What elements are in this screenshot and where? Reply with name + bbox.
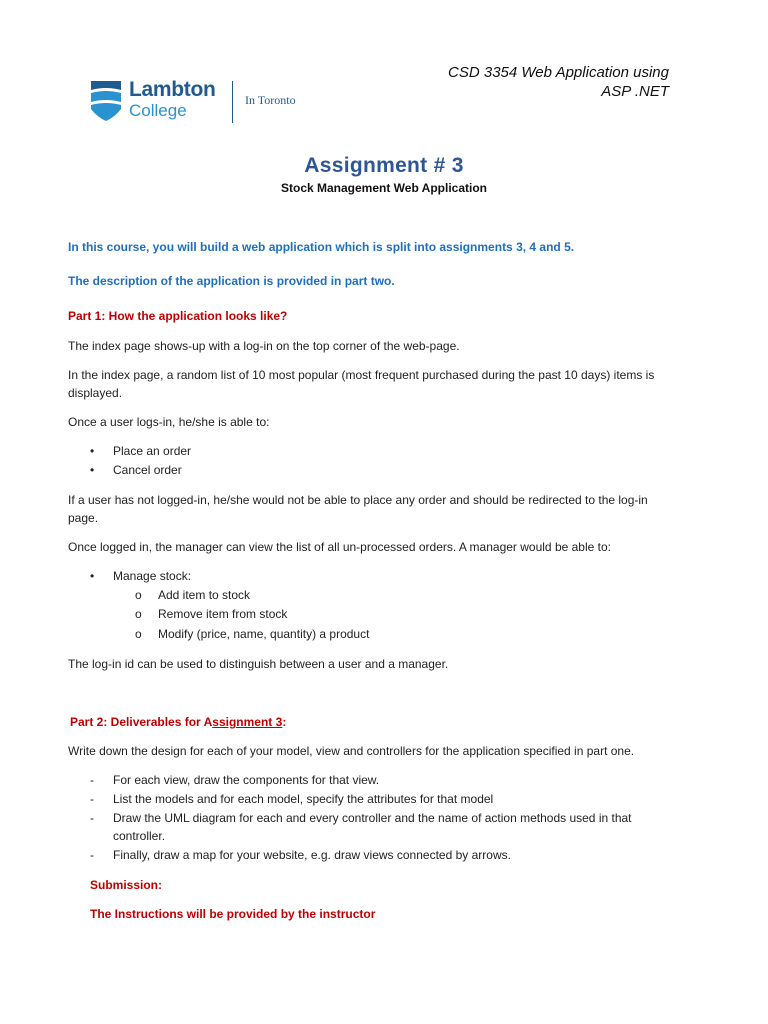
dash-icon: - <box>90 848 94 862</box>
list-item-text: Place an order <box>113 444 192 458</box>
list-item-text: Manage stock: <box>113 569 192 583</box>
part1-paragraph-5: Once logged in, the manager can view the list of all un-processed orders. A manager would be able to: <box>68 540 611 554</box>
list-item-text: For each view, draw the components for that view. <box>113 773 380 787</box>
intro-line-1: In this course, you will build a web application which is split into assignments 3, 4 and 5. <box>68 240 575 254</box>
part1-paragraph-2a: In the index page, a random list of 10 most popular (most frequent purchased during the past 10 days) items is <box>68 368 655 382</box>
list-item-text: List the models and for each model, specify the attributes for that model <box>113 792 494 806</box>
course-title-line-2: ASP .NET <box>601 83 669 100</box>
part1-paragraph-3: Once a user logs-in, he/she is able to: <box>68 415 270 429</box>
dash-icon: - <box>90 773 94 787</box>
list-item-text: Cancel order <box>113 463 182 477</box>
logo-mark-icon <box>91 81 121 121</box>
course-title <box>448 63 669 101</box>
logo-subname: College <box>129 101 187 120</box>
part2-intro: Write down the design for each of your model, view and controllers for the application specified in part one. <box>68 744 635 758</box>
submission-text: The Instructions will be provided by the instructor <box>90 907 376 921</box>
list-item-text: Finally, draw a map for your website, e.g. draw views connected by arrows. <box>113 848 511 862</box>
sub-list-item-text: Add item to stock <box>158 588 251 602</box>
part1-paragraph-4b: page. <box>68 511 99 525</box>
logo-name: Lambton <box>129 78 216 101</box>
logo-location: In Toronto <box>245 93 296 107</box>
dash-icon: - <box>90 811 94 825</box>
bullet-icon: • <box>90 569 95 583</box>
course-title-line-1: CSD 3354 Web Application using <box>448 64 669 81</box>
part1-paragraph-6: The log-in id can be used to distinguish between a user and a manager. <box>68 657 449 671</box>
bullet-icon: • <box>90 463 95 477</box>
sub-bullet-icon: o <box>135 607 142 621</box>
logo-divider <box>232 81 233 123</box>
assignment-title: Assignment # 3 <box>304 154 464 177</box>
sub-list-item-text: Remove item from stock <box>158 607 288 621</box>
part1-paragraph-4a: If a user has not logged-in, he/she would not be able to place any order and should be redirected to the log-in <box>68 493 648 507</box>
bullet-icon: • <box>90 444 95 458</box>
part2-heading <box>70 713 286 731</box>
part1-heading: Part 1: How the application looks like? <box>68 309 288 323</box>
sub-bullet-icon: o <box>135 627 142 641</box>
assignment-3-link[interactable]: ssignment 3 <box>212 715 283 729</box>
assignment-subtitle: Stock Management Web Application <box>280 181 488 195</box>
sub-bullet-icon: o <box>135 588 142 602</box>
part2-heading-suffix: : <box>282 715 287 729</box>
part2-heading-prefix: Part 2: Deliverables for A <box>70 715 213 729</box>
lambton-college-logo <box>91 80 306 124</box>
dash-icon: - <box>90 792 94 806</box>
sub-list-item-text: Modify (price, name, quantity) a product <box>158 627 370 641</box>
list-item-text: Draw the UML diagram for each and every controller and the name of action methods used in that controller. <box>113 811 632 843</box>
intro-line-2: The description of the application is provided in part two. <box>68 274 395 288</box>
submission-label: Submission: <box>90 878 163 892</box>
part1-paragraph-2b: displayed. <box>68 386 123 400</box>
part1-paragraph-1: The index page shows-up with a log-in on the top corner of the web-page. <box>68 339 460 353</box>
